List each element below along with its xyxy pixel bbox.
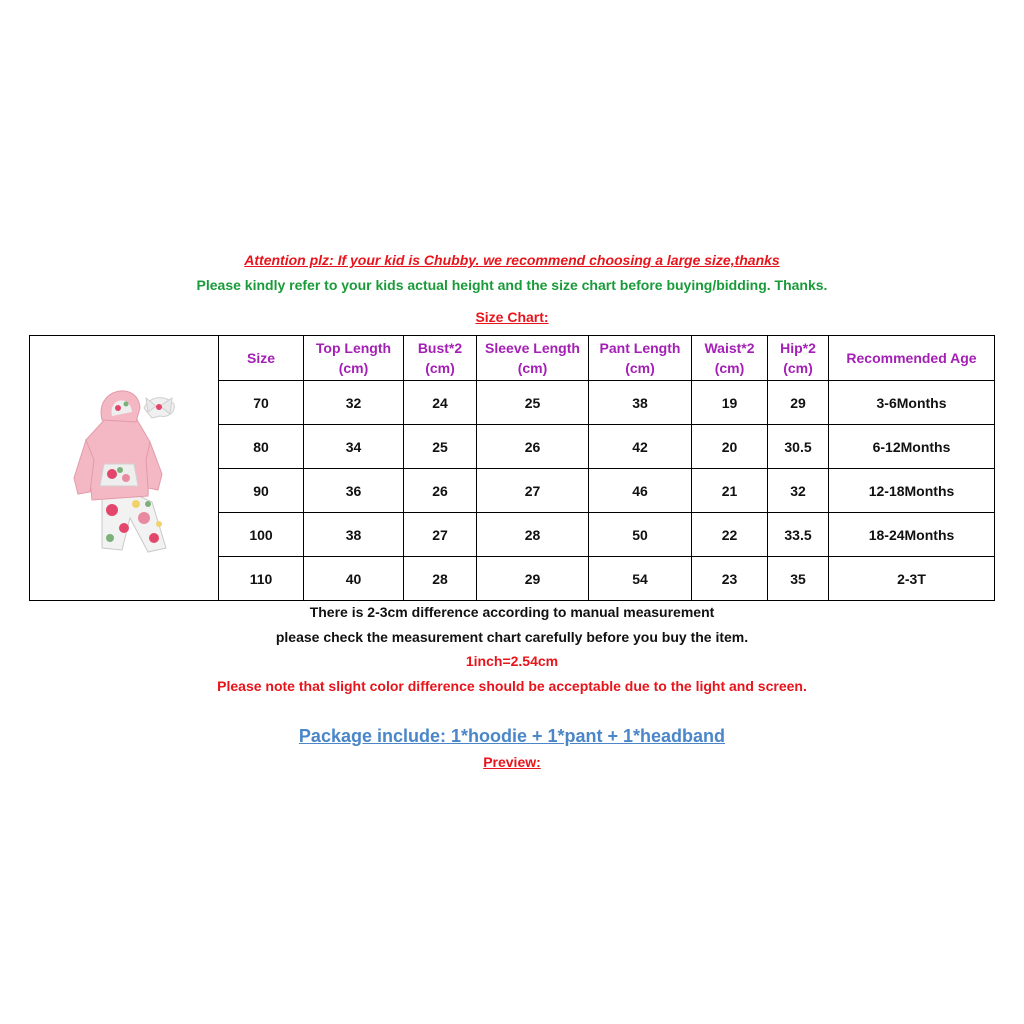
cell-waist: 21 [692, 469, 768, 513]
cell-bust: 27 [404, 513, 477, 557]
cell-recommended-age: 12-18Months [829, 469, 995, 513]
attention-notice: Attention plz: If your kid is Chubby. we recommend choosing a large size,thanks [244, 252, 780, 268]
header-hip: Hip*2 (cm) [768, 336, 829, 381]
cell-sleeve-length: 29 [477, 557, 589, 601]
cell-pant-length: 54 [589, 557, 692, 601]
color-difference-note: Please note that slight color difference should be acceptable due to the light and screen. [217, 678, 807, 694]
size-chart-title: Size Chart: [475, 309, 549, 325]
preview-label: Preview: [483, 754, 541, 770]
cell-sleeve-length: 25 [477, 381, 589, 425]
header-recommended-age: Recommended Age [829, 336, 995, 381]
header-waist: Waist*2 (cm) [692, 336, 768, 381]
package-contents: Package include: 1*hoodie + 1*pant + 1*headband [298, 726, 726, 746]
cell-recommended-age: 2-3T [829, 557, 995, 601]
header-sleeve-length: Sleeve Length (cm) [477, 336, 589, 381]
cell-waist: 23 [692, 557, 768, 601]
cell-hip: 32 [768, 469, 829, 513]
cell-top-length: 34 [304, 425, 404, 469]
cell-hip: 29 [768, 381, 829, 425]
header-bust: Bust*2 (cm) [404, 336, 477, 381]
size-chart-table [29, 335, 995, 601]
cell-pant-length: 38 [589, 381, 692, 425]
cell-hip: 33.5 [768, 513, 829, 557]
cell-sleeve-length: 26 [477, 425, 589, 469]
check-chart-note: please check the measurement chart carefully before you buy the item. [275, 629, 749, 645]
table-header-row [30, 336, 995, 381]
inch-conversion-note: 1inch=2.54cm [465, 653, 559, 669]
cell-size: 110 [219, 557, 304, 601]
header-top-length: Top Length (cm) [304, 336, 404, 381]
cell-bust: 24 [404, 381, 477, 425]
cell-top-length: 40 [304, 557, 404, 601]
cell-hip: 30.5 [768, 425, 829, 469]
product-outfit-image [64, 378, 184, 553]
cell-waist: 19 [692, 381, 768, 425]
cell-size: 80 [219, 425, 304, 469]
cell-waist: 22 [692, 513, 768, 557]
header-size: Size [219, 336, 304, 381]
cell-bust: 28 [404, 557, 477, 601]
cell-sleeve-length: 27 [477, 469, 589, 513]
cell-sleeve-length: 28 [477, 513, 589, 557]
cell-pant-length: 46 [589, 469, 692, 513]
cell-top-length: 36 [304, 469, 404, 513]
cell-top-length: 38 [304, 513, 404, 557]
cell-hip: 35 [768, 557, 829, 601]
product-photo-cell [30, 336, 219, 601]
measurement-difference-note: There is 2-3cm difference according to manual measurement [309, 604, 715, 620]
size-advice-notice: Please kindly refer to your kids actual height and the size chart before buying/bidding. Thanks. [196, 277, 828, 293]
cell-size: 100 [219, 513, 304, 557]
cell-bust: 26 [404, 469, 477, 513]
cell-bust: 25 [404, 425, 477, 469]
cell-recommended-age: 6-12Months [829, 425, 995, 469]
cell-size: 90 [219, 469, 304, 513]
cell-waist: 20 [692, 425, 768, 469]
cell-pant-length: 50 [589, 513, 692, 557]
cell-size: 70 [219, 381, 304, 425]
cell-top-length: 32 [304, 381, 404, 425]
cell-pant-length: 42 [589, 425, 692, 469]
cell-recommended-age: 18-24Months [829, 513, 995, 557]
header-pant-length: Pant Length (cm) [589, 336, 692, 381]
cell-recommended-age: 3-6Months [829, 381, 995, 425]
